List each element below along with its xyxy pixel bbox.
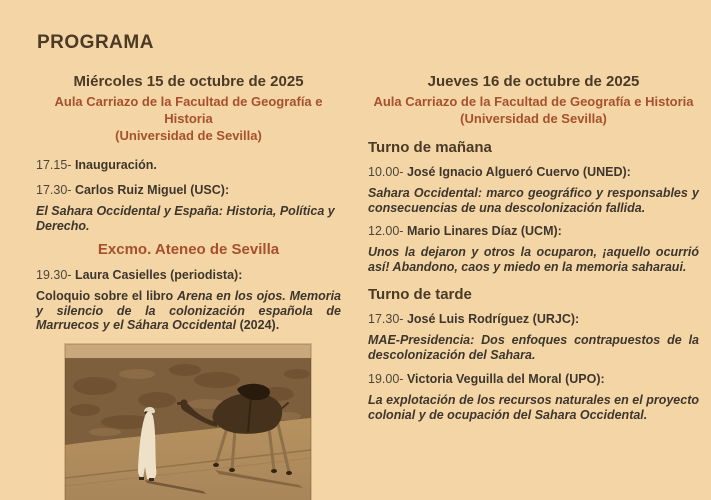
venue-line-2: (Universidad de Sevilla) bbox=[460, 111, 607, 126]
ateneo-heading: Excmo. Ateneo de Sevilla bbox=[97, 241, 280, 258]
talk-text-prefix: Coloquio sobre el libro bbox=[36, 289, 178, 303]
session-rodriguez bbox=[368, 312, 699, 327]
column-thursday bbox=[368, 73, 699, 422]
camel-muzzle bbox=[177, 402, 183, 405]
session-time: 19.00- bbox=[368, 372, 404, 386]
talk-title-rodriguez: MAE-Presidencia: Dos enfoques contrapuestos de la descolonización del Sahara. bbox=[368, 333, 699, 362]
session-time: 17.30- bbox=[36, 183, 72, 197]
session-inauguracion bbox=[36, 158, 341, 173]
date-heading-thursday: Jueves 16 de octubre de 2025 bbox=[427, 73, 640, 90]
desert-photo bbox=[65, 344, 311, 500]
afternoon-session-heading: Turno de tarde bbox=[368, 286, 472, 303]
session-title: Inauguración. bbox=[74, 158, 157, 172]
page-title: PROGRAMA bbox=[37, 32, 154, 53]
session-time: 17.30- bbox=[368, 312, 404, 326]
session-speaker: Victoria Veguilla del Moral (UPO): bbox=[406, 372, 605, 386]
talk-title-ruiz-miguel: El Sahara Occidental y España: Historia, Política y Derecho. bbox=[36, 204, 335, 233]
session-speaker: José Ignacio Algueró Cuervo (UNED): bbox=[406, 165, 631, 179]
session-time: 19.30- bbox=[36, 268, 72, 282]
talk-title-casielles bbox=[36, 289, 341, 333]
talk-title-linares: Unos la dejaron y otros la ocuparon, ¡aquello ocurrió así! Abandono, caos y miedo en la memoria saharaui. bbox=[368, 245, 699, 274]
session-linares bbox=[368, 224, 699, 239]
session-casielles bbox=[36, 268, 341, 283]
session-alguero bbox=[368, 165, 699, 180]
session-speaker: Mario Linares Díaz (UCM): bbox=[406, 224, 562, 238]
venue-line-2: (Universidad de Sevilla) bbox=[115, 128, 262, 143]
session-speaker: Carlos Ruiz Miguel (USC): bbox=[74, 183, 230, 197]
book-title: Arena en los ojos. Memoria y silencio de la colonización española de Marruecos y el Sáhara Occidental bbox=[36, 289, 342, 332]
talk-text-suffix: (2024). bbox=[236, 318, 280, 332]
session-speaker: Laura Casielles (periodista): bbox=[74, 268, 243, 282]
morning-session-heading: Turno de mañana bbox=[368, 139, 492, 156]
date-heading-wednesday: Miércoles 15 de octubre de 2025 bbox=[73, 73, 304, 90]
desert-photo-graphic bbox=[65, 344, 311, 500]
venue-line-1: Aula Carriazo de la Facultad de Geografía e Historia bbox=[373, 94, 694, 109]
session-time: 17.15- bbox=[36, 158, 72, 172]
session-time: 12.00- bbox=[368, 224, 404, 238]
session-speaker: José Luis Rodríguez (URJC): bbox=[406, 312, 580, 326]
session-time: 10.00- bbox=[368, 165, 404, 179]
talk-title-alguero: Sahara Occidental: marco geográfico y responsables y consecuencias de una descolonización fallida. bbox=[368, 186, 699, 215]
session-veguilla bbox=[368, 372, 699, 387]
venue-line-1: Aula Carriazo de la Facultad de Geografía e Historia bbox=[54, 94, 323, 126]
session-ruiz-miguel bbox=[36, 183, 341, 198]
talk-title-veguilla: La explotación de los recursos naturales en el proyecto colonial y de ocupación del Sahara Occidental. bbox=[368, 393, 699, 422]
column-wednesday bbox=[36, 73, 341, 500]
